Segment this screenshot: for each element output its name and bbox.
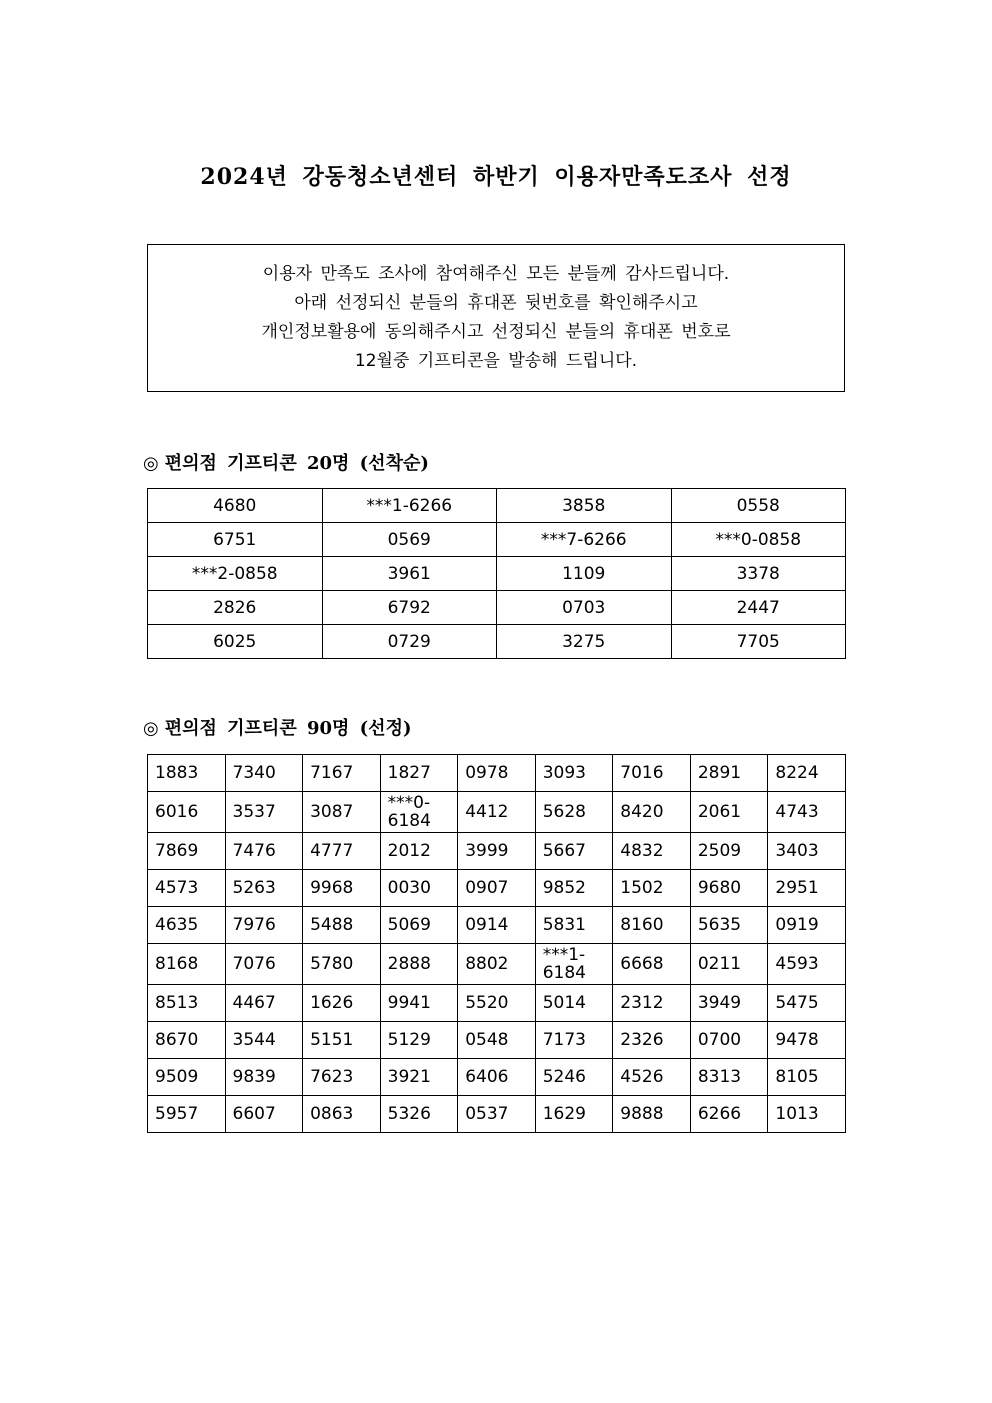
table-row (148, 870, 846, 907)
table-cell: 2312 (613, 985, 691, 1022)
table-row (148, 985, 846, 1022)
table-cell: 5151 (303, 1022, 381, 1059)
table-cell: 8160 (613, 907, 691, 944)
table-cell: 8670 (148, 1022, 226, 1059)
table-cell: 5129 (380, 1022, 458, 1059)
table-cell: 0548 (458, 1022, 536, 1059)
table-cell: 6025 (148, 625, 323, 659)
table-cell: 1109 (497, 557, 672, 591)
table-cell: 7167 (303, 755, 381, 792)
table-cell: 3949 (690, 985, 768, 1022)
table-cell: 4526 (613, 1059, 691, 1096)
table-cell: 0700 (690, 1022, 768, 1059)
table-cell: ***0-0858 (671, 523, 846, 557)
table-row (148, 523, 846, 557)
notice-line-4: 12월중 기프티콘을 발송해 드립니다. (354, 351, 638, 371)
table-row (148, 755, 846, 792)
table-cell: 1013 (768, 1096, 846, 1133)
table-cell: 1629 (535, 1096, 613, 1133)
table-cell: 0919 (768, 907, 846, 944)
table-cell: 7869 (148, 833, 226, 870)
table-cell: 5069 (380, 907, 458, 944)
table-cell: 2326 (613, 1022, 691, 1059)
table-cell: 3961 (322, 557, 497, 591)
table-cell: 7016 (613, 755, 691, 792)
table-cell: 2888 (380, 944, 458, 985)
table-cell: 1502 (613, 870, 691, 907)
table-cell: 5263 (225, 870, 303, 907)
table-cell: 0914 (458, 907, 536, 944)
table-row (148, 907, 846, 944)
table-cell: 7340 (225, 755, 303, 792)
table-cell: 6016 (148, 792, 226, 833)
table-cell: ***7-6266 (497, 523, 672, 557)
table-cell: 4635 (148, 907, 226, 944)
table-cell: 7623 (303, 1059, 381, 1096)
double-circle-icon: ◎ (143, 453, 159, 474)
table-cell: 7476 (225, 833, 303, 870)
table-cell: 8105 (768, 1059, 846, 1096)
table-cell: 1883 (148, 755, 226, 792)
table-cell: 9680 (690, 870, 768, 907)
table-cell: 3275 (497, 625, 672, 659)
table-cell: 3537 (225, 792, 303, 833)
table-cell: 4467 (225, 985, 303, 1022)
table-row (148, 944, 846, 985)
table-cell: 5014 (535, 985, 613, 1022)
table-cell: 3544 (225, 1022, 303, 1059)
table-cell: 5957 (148, 1096, 226, 1133)
table-cell: 6607 (225, 1096, 303, 1133)
notice-line-1: 이용자 만족도 조사에 참여해주신 모든 분들께 감사드립니다. (262, 264, 730, 284)
table-cell: 2061 (690, 792, 768, 833)
table-cell: 0537 (458, 1096, 536, 1133)
table-cell: 5246 (535, 1059, 613, 1096)
table-row (148, 1059, 846, 1096)
table-cell: 4573 (148, 870, 226, 907)
table-cell: 3921 (380, 1059, 458, 1096)
table-cell: 4593 (768, 944, 846, 985)
table-cell: ***0-6184 (380, 792, 458, 833)
table-cell: 8224 (768, 755, 846, 792)
table-cell: ***1-6266 (322, 489, 497, 523)
table-cell: 5475 (768, 985, 846, 1022)
table-cell: 8513 (148, 985, 226, 1022)
table-row (148, 1022, 846, 1059)
table-cell: 9478 (768, 1022, 846, 1059)
table-cell: 9968 (303, 870, 381, 907)
table-cell: 9941 (380, 985, 458, 1022)
table-cell: 3378 (671, 557, 846, 591)
table-cell: 3403 (768, 833, 846, 870)
table-cell: 9509 (148, 1059, 226, 1096)
table-cell: 1827 (380, 755, 458, 792)
section2-heading-text: 편의점 기프티콘 90명 (선정) (164, 718, 412, 739)
page-title: 2024년 강동청소년센터 하반기 이용자만족도조사 선정 (200, 164, 792, 190)
first-come-winners-table (147, 488, 846, 659)
table-cell: 7705 (671, 625, 846, 659)
table-cell: 7173 (535, 1022, 613, 1059)
table-cell: 3858 (497, 489, 672, 523)
table-cell: 9852 (535, 870, 613, 907)
table-cell: 8168 (148, 944, 226, 985)
table-cell: 2509 (690, 833, 768, 870)
section2-heading (143, 714, 411, 740)
table-cell: 0030 (380, 870, 458, 907)
table-cell: 4412 (458, 792, 536, 833)
table-cell: 4832 (613, 833, 691, 870)
selected-winners-table (147, 754, 846, 1133)
table-cell: 3999 (458, 833, 536, 870)
notice-box (147, 244, 845, 392)
table-row (148, 1096, 846, 1133)
table-cell: 7076 (225, 944, 303, 985)
table-cell: 5488 (303, 907, 381, 944)
table-row (148, 792, 846, 833)
table-cell: 4680 (148, 489, 323, 523)
table-cell: 4743 (768, 792, 846, 833)
table-cell: 9839 (225, 1059, 303, 1096)
table-cell: 2891 (690, 755, 768, 792)
table-cell: 2012 (380, 833, 458, 870)
notice-line-3: 개인정보활용에 동의해주시고 선정되신 분들의 휴대폰 번호로 (261, 322, 731, 342)
table-cell: 3093 (535, 755, 613, 792)
table-row (148, 591, 846, 625)
table-cell: 7976 (225, 907, 303, 944)
table-cell: 5667 (535, 833, 613, 870)
table-row (148, 833, 846, 870)
table-row (148, 557, 846, 591)
table-cell: 5635 (690, 907, 768, 944)
table-cell: 0863 (303, 1096, 381, 1133)
table-cell: 8313 (690, 1059, 768, 1096)
table-cell: 2951 (768, 870, 846, 907)
table-cell: 6751 (148, 523, 323, 557)
table-cell: 6668 (613, 944, 691, 985)
table-cell: ***2-0858 (148, 557, 323, 591)
table-cell: 5326 (380, 1096, 458, 1133)
table-cell: 0211 (690, 944, 768, 985)
table-cell: 4777 (303, 833, 381, 870)
notice-line-2: 아래 선정되신 분들의 휴대폰 뒷번호를 확인해주시고 (294, 293, 698, 313)
section1-heading (143, 449, 429, 475)
table-cell: 0569 (322, 523, 497, 557)
table-cell: 1626 (303, 985, 381, 1022)
table-cell: 8420 (613, 792, 691, 833)
table-cell: 6266 (690, 1096, 768, 1133)
table-cell: 5831 (535, 907, 613, 944)
table-cell: 0907 (458, 870, 536, 907)
section1-heading-text: 편의점 기프티콘 20명 (선착순) (164, 453, 429, 474)
table-cell: 6792 (322, 591, 497, 625)
table-row (148, 625, 846, 659)
table-cell: 0558 (671, 489, 846, 523)
table-cell: 0978 (458, 755, 536, 792)
table-cell: 3087 (303, 792, 381, 833)
table-cell: 5780 (303, 944, 381, 985)
table-cell: 9888 (613, 1096, 691, 1133)
table-cell: 0729 (322, 625, 497, 659)
table-cell: 5520 (458, 985, 536, 1022)
table-cell: 2826 (148, 591, 323, 625)
double-circle-icon: ◎ (143, 718, 159, 739)
table-cell: 8802 (458, 944, 536, 985)
table-cell: ***1-6184 (535, 944, 613, 985)
table-cell: 5628 (535, 792, 613, 833)
table-cell: 6406 (458, 1059, 536, 1096)
table-cell: 0703 (497, 591, 672, 625)
table-row (148, 489, 846, 523)
table-cell: 2447 (671, 591, 846, 625)
